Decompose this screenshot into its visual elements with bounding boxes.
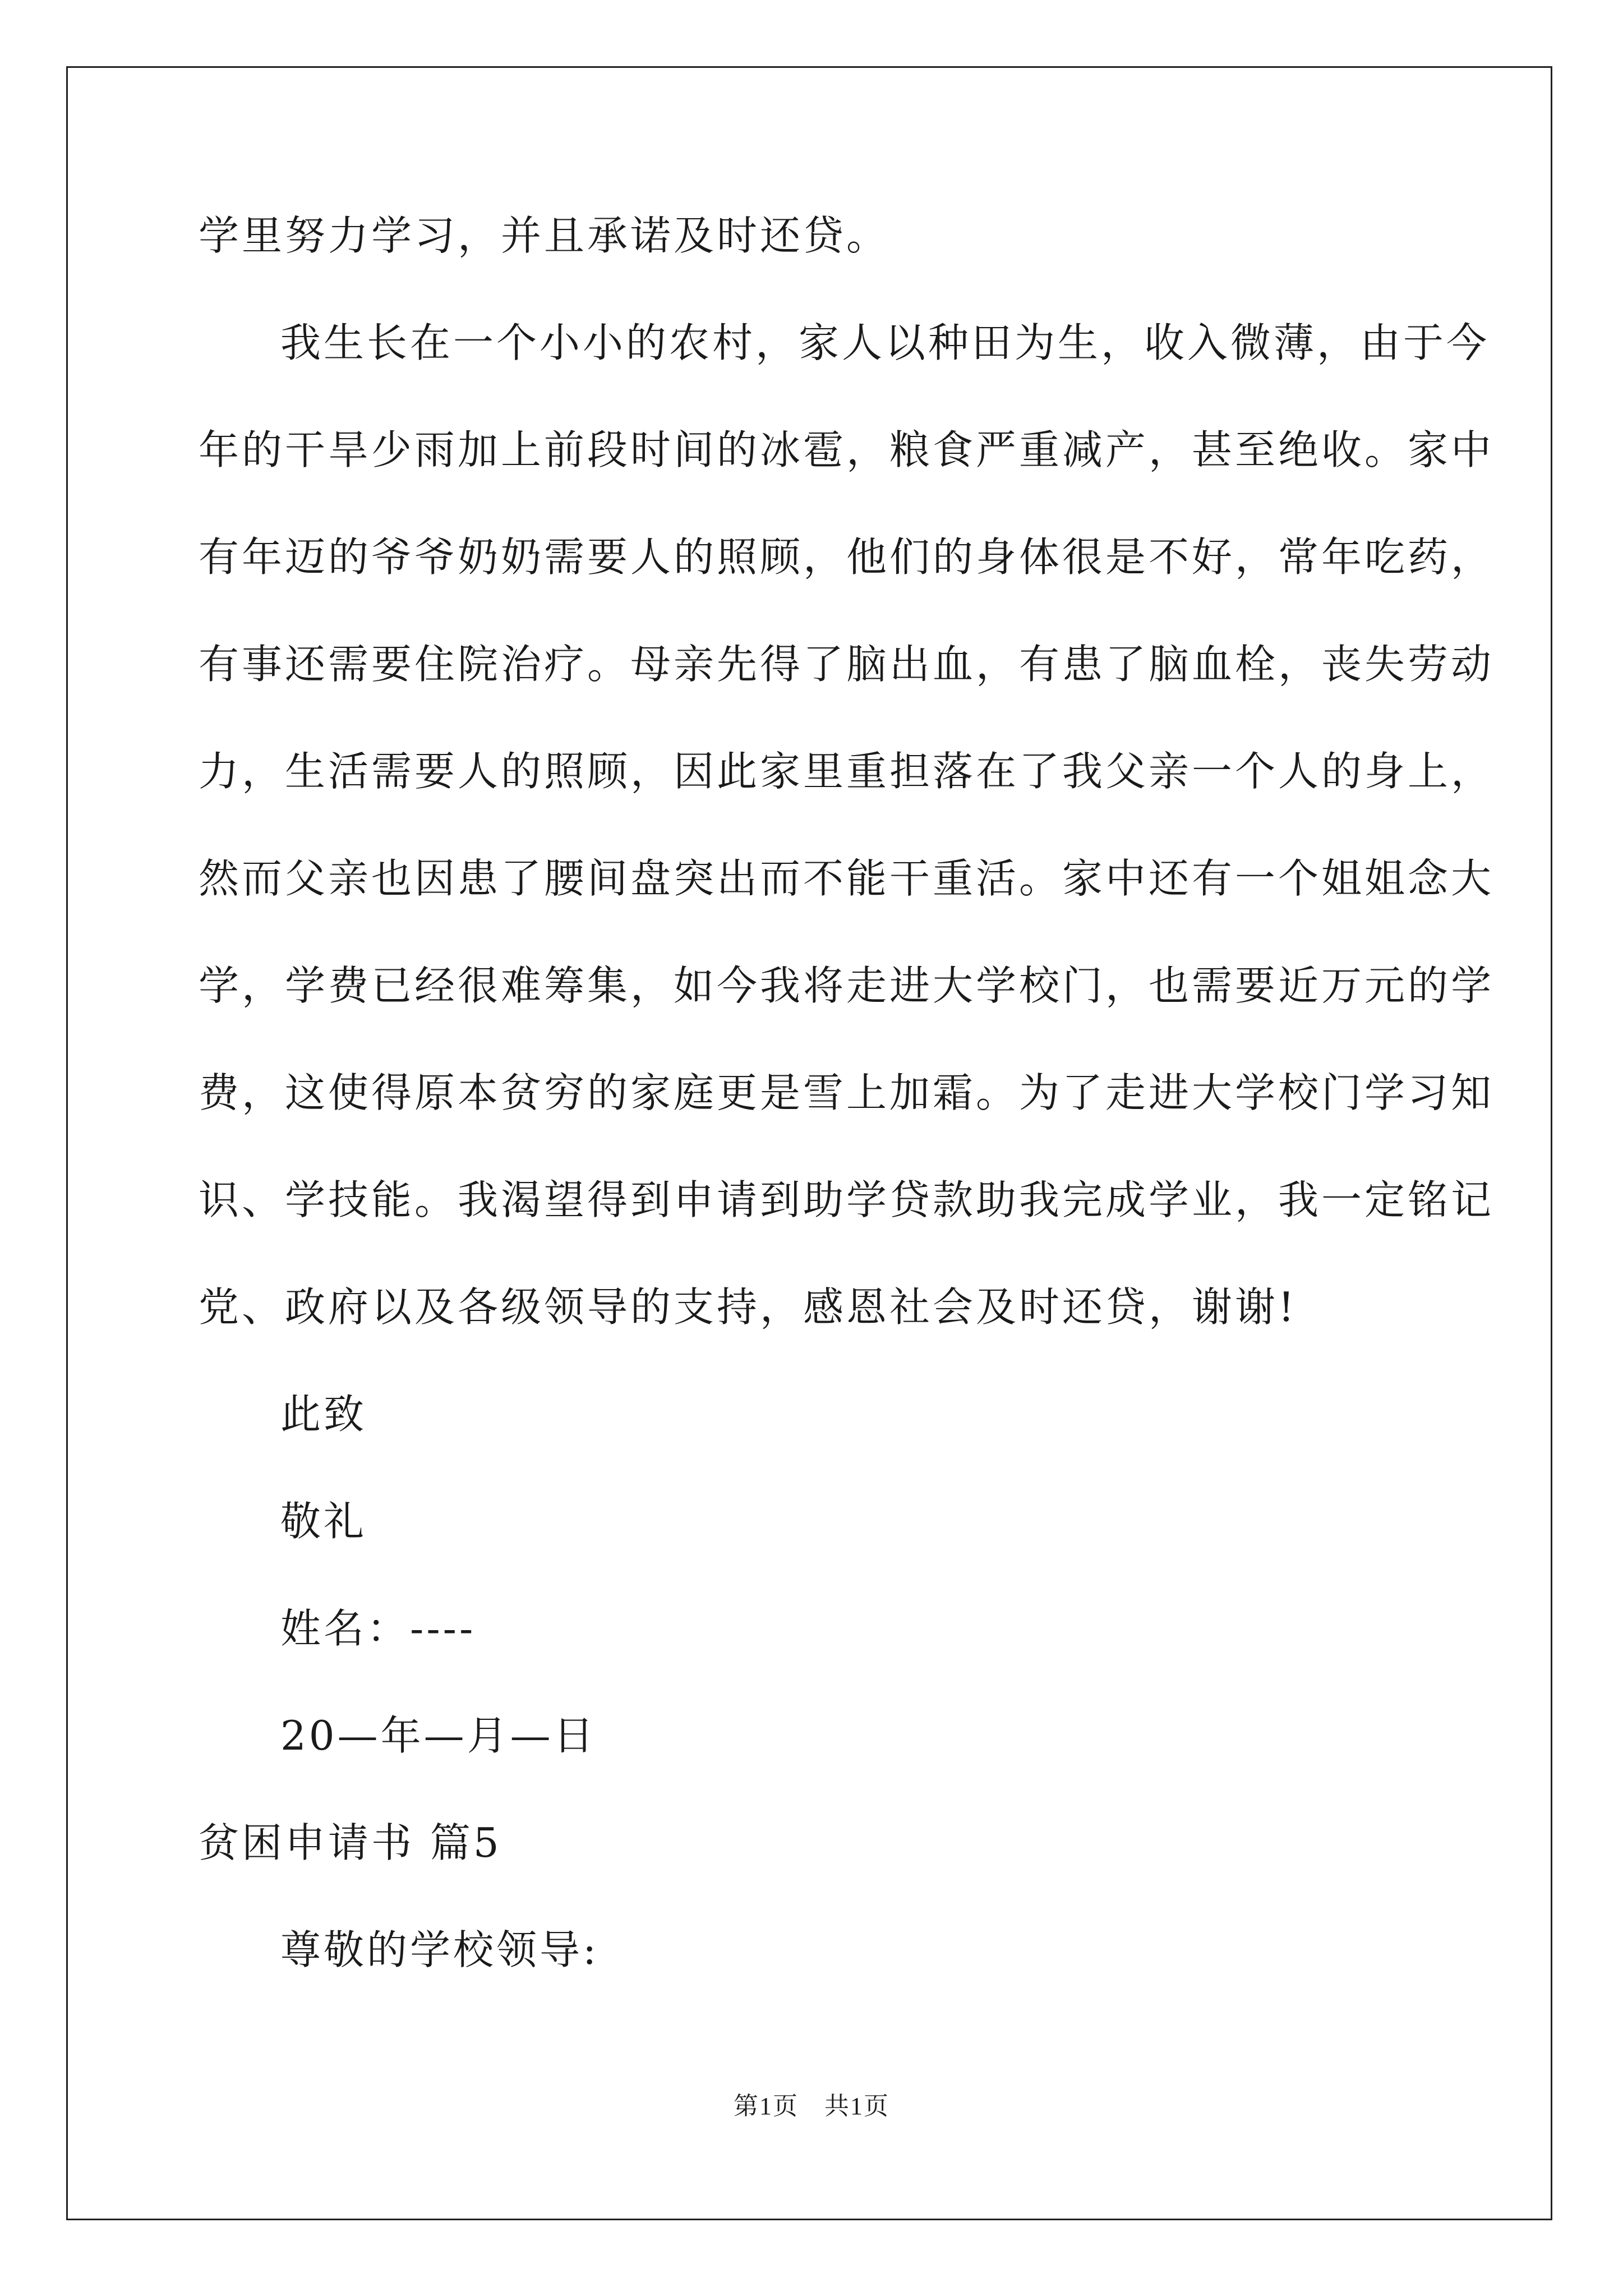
section-title: 贫困申请书 篇5	[199, 1819, 502, 1866]
document-body	[199, 209, 1495, 2030]
text-line-4: 有年迈的爷爷奶奶需要人的照顾，他们的身体很是不好，常年吃药，	[199, 533, 1495, 581]
page-number: 第1页 共1页	[734, 2092, 889, 2120]
text-line-11: 党、政府以及各级领导的支持，感恩社会及时还贷，谢谢!	[199, 1283, 1297, 1331]
text-line-8: 学，学费已经很难筹集，如今我将走进大学校门，也需要近万元的学	[199, 962, 1495, 1009]
text-line-3: 年的干旱少雨加上前段时间的冰雹，粮食严重减产，甚至绝收。家中	[199, 426, 1495, 473]
letter-greeting: 尊敬的学校领导:	[280, 1926, 600, 1973]
closing-respect: 敬礼	[280, 1498, 367, 1545]
text-line-2: 我生长在一个小小的农村，家人以种田为生，收入微薄，由于今	[280, 319, 1490, 366]
closing-salutation: 此致	[280, 1391, 367, 1438]
text-line-7: 然而父亲也因患了腰间盘突出而不能干重活。家中还有一个姐姐念大	[199, 855, 1495, 902]
signature-date: 20—年—月—日	[280, 1712, 597, 1759]
signature-name: 姓名：----	[280, 1605, 476, 1652]
text-line-1: 学里努力学习，并且承诺及时还贷。	[199, 212, 890, 259]
text-line-5: 有事还需要住院治疗。母亲先得了脑出血，有患了脑血栓，丧失劳动	[199, 641, 1495, 688]
text-line-10: 识、学技能。我渴望得到申请到助学贷款助我完成学业，我一定铭记	[199, 1176, 1495, 1223]
text-line-9: 费，这使得原本贫穷的家庭更是雪上加霜。为了走进大学校门学习知	[199, 1069, 1495, 1116]
text-line-6: 力，生活需要人的照顾，因此家里重担落在了我父亲一个人的身上，	[199, 748, 1495, 795]
